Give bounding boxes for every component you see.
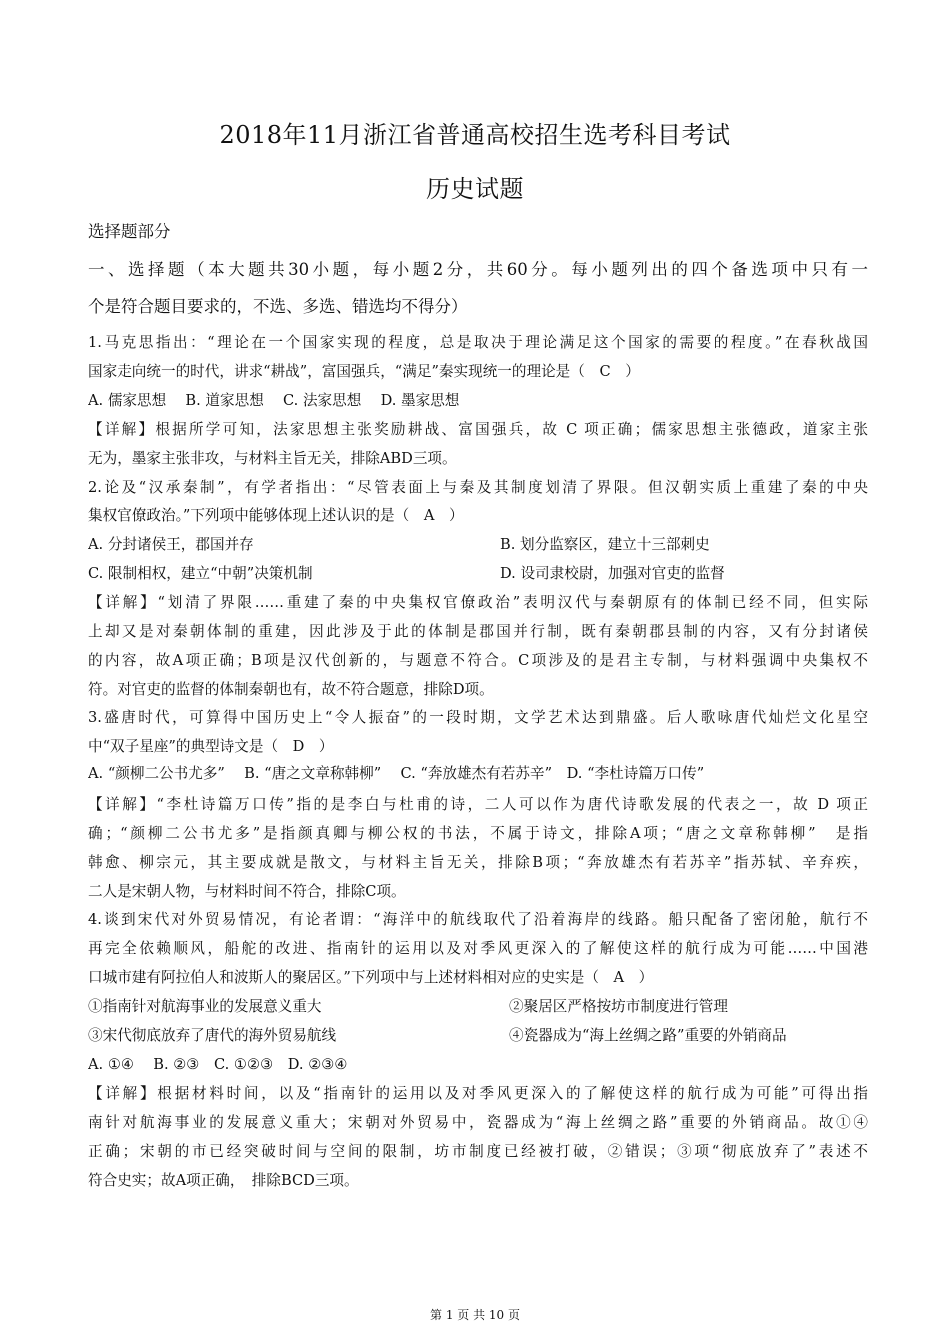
question-3-explanation-line-2: 确；“颜柳二公书尤多”是指颜真卿与柳公权的书法，不属于诗文，排除A项；“唐之文章称韩柳” 是指 bbox=[88, 825, 868, 842]
question-2-explanation-line-3: 的内容，故A项正确；B项是汉代创新的，与题意不符合。C项涉及的是君主专制，与材料强调中央集权不 bbox=[88, 652, 868, 669]
question-1-options: A. 儒家思想 B. 道家思想 C. 法家思想 D. 墨家思想 bbox=[88, 392, 460, 409]
question-4-stem-line-3: 口城市建有阿拉伯人和波斯人的聚居区。”下列项中与上述材料相对应的史实是（ A ） bbox=[88, 969, 654, 986]
question-1-stem-line-2: 国家走向统一的时代，讲求“耕战”，富国强兵，“满足”秦实现统一的理论是（ C ） bbox=[88, 363, 640, 380]
question-2-option-c: C. 限制相权，建立“中朝”决策机制 bbox=[88, 565, 313, 582]
question-4-explanation-line-4: 符合史实；故A项正确， 排除BCD三项。 bbox=[88, 1172, 359, 1189]
question-4-statements-row-1 bbox=[88, 995, 868, 1019]
question-2-explanation-line-4: 符。对官吏的监督的体制秦朝也有，故不符合题意，排除D项。 bbox=[88, 681, 494, 698]
question-2-explanation-line-2: 上却又是对秦朝体制的重建，因此涉及于此的体制是郡国并行制，既有秦朝郡县制的内容，又有分封诸侯 bbox=[88, 623, 868, 640]
section-instructions-line-1: 一、选择题（本大题共30小题，每小题2分，共60分。每小题列出的四个备选项中只有一 bbox=[88, 260, 868, 279]
question-2-stem-line-2: 集权官僚政治。”下列项中能够体现上述认识的是（ A ） bbox=[88, 507, 464, 524]
document-subtitle: 历史试题 bbox=[426, 175, 524, 203]
section-heading: 选择题部分 bbox=[88, 222, 171, 241]
question-4-statement-4: ④瓷器成为“海上丝绸之路”重要的外销商品 bbox=[509, 1027, 787, 1044]
question-3-explanation-line-4: 二人是宋朝人物，与材料时间不符合，排除C项。 bbox=[88, 883, 406, 900]
question-4-explanation-line-1: 【详解】根据材料时间，以及“指南针的运用以及对季风更深入的了解使这样的航行成为可能”可得出指 bbox=[88, 1085, 868, 1102]
question-4-choices: A. ①④ B. ②③ C. ①②③ D. ②③④ bbox=[88, 1056, 348, 1073]
question-2-option-a: A. 分封诸侯王，郡国并存 bbox=[88, 536, 254, 553]
question-1-explanation-line-2: 无为，墨家主张非攻，与材料主旨无关，排除ABD三项。 bbox=[88, 450, 457, 467]
question-2-options-row-1 bbox=[88, 533, 868, 557]
question-3-stem-line-1: 3.盛唐时代，可算得中国历史上“令人振奋”的一段时期，文学艺术达到鼎盛。后人歌咏唐代灿烂文化星空 bbox=[88, 709, 868, 726]
page-number: 第 1 页 共 10 页 bbox=[430, 1308, 520, 1322]
question-1-stem-line-1: 1.马克思指出：“理论在一个国家实现的程度，总是取决于理论满足这个国家的需要的程度。”在春秋战国 bbox=[88, 334, 868, 351]
question-4-statements-row-2 bbox=[88, 1024, 868, 1048]
question-3-options: A. “颜柳二公书尤多” B. “唐之文章称韩柳” C. “奔放雄杰有若苏辛” D. “李杜诗篇万口传” bbox=[88, 765, 705, 782]
question-4-statement-2: ②聚居区严格按坊市制度进行管理 bbox=[509, 998, 728, 1015]
question-4-statement-1: ①指南针对航海事业的发展意义重大 bbox=[88, 998, 322, 1015]
question-2-option-b: B. 划分监察区，建立十三部刺史 bbox=[500, 536, 710, 553]
document-title: 2018年11月浙江省普通高校招生选考科目考试 bbox=[219, 121, 731, 149]
question-2-options-row-2 bbox=[88, 562, 868, 586]
section-instructions-line-2: 个是符合题目要求的，不选、多选、错选均不得分） bbox=[88, 297, 468, 316]
question-1-explanation-line-1: 【详解】根据所学可知，法家思想主张奖励耕战、富国强兵，故 C 项正确；儒家思想主张德政，道家主张 bbox=[88, 421, 868, 438]
question-2-explanation-line-1: 【详解】“划清了界限……重建了秦的中央集权官僚政治”表明汉代与秦朝原有的体制已经不同，但实际 bbox=[88, 594, 868, 611]
question-4-statement-3: ③宋代彻底放弃了唐代的海外贸易航线 bbox=[88, 1027, 337, 1044]
question-4-stem-line-2: 再完全依赖顺风，船舵的改进、指南针的运用以及对季风更深入的了解使这样的航行成为可能……中国港 bbox=[88, 940, 868, 957]
question-4-explanation-line-3: 正确；宋朝的市已经突破时间与空间的限制，坊市制度已经被打破，②错误；③项“彻底放弃了”表述不 bbox=[88, 1143, 868, 1160]
question-3-explanation-line-3: 韩愈、柳宗元，其主要成就是散文，与材料主旨无关，排除B项；“奔放雄杰有若苏辛”指苏轼、辛弃疾， bbox=[88, 854, 868, 871]
question-4-stem-line-1: 4.谈到宋代对外贸易情况，有论者谓：“海洋中的航线取代了沿着海岸的线路。船只配备了密闭舱，航行不 bbox=[88, 911, 868, 928]
question-2-option-d: D. 设司隶校尉，加强对官吏的监督 bbox=[500, 565, 725, 582]
question-4-explanation-line-2: 南针对航海事业的发展意义重大；宋朝对外贸易中，瓷器成为“海上丝绸之路”重要的外销商品。故①④ bbox=[88, 1114, 868, 1131]
question-3-explanation-line-1: 【详解】“李杜诗篇万口传”指的是李白与杜甫的诗，二人可以作为唐代诗歌发展的代表之一，故 D 项正 bbox=[88, 796, 868, 813]
question-3-stem-line-2: 中“双子星座”的典型诗文是（ D ） bbox=[88, 738, 334, 755]
question-2-stem-line-1: 2.论及“汉承秦制”，有学者指出：“尽管表面上与秦及其制度划清了界限。但汉朝实质上重建了秦的中央 bbox=[88, 479, 868, 496]
